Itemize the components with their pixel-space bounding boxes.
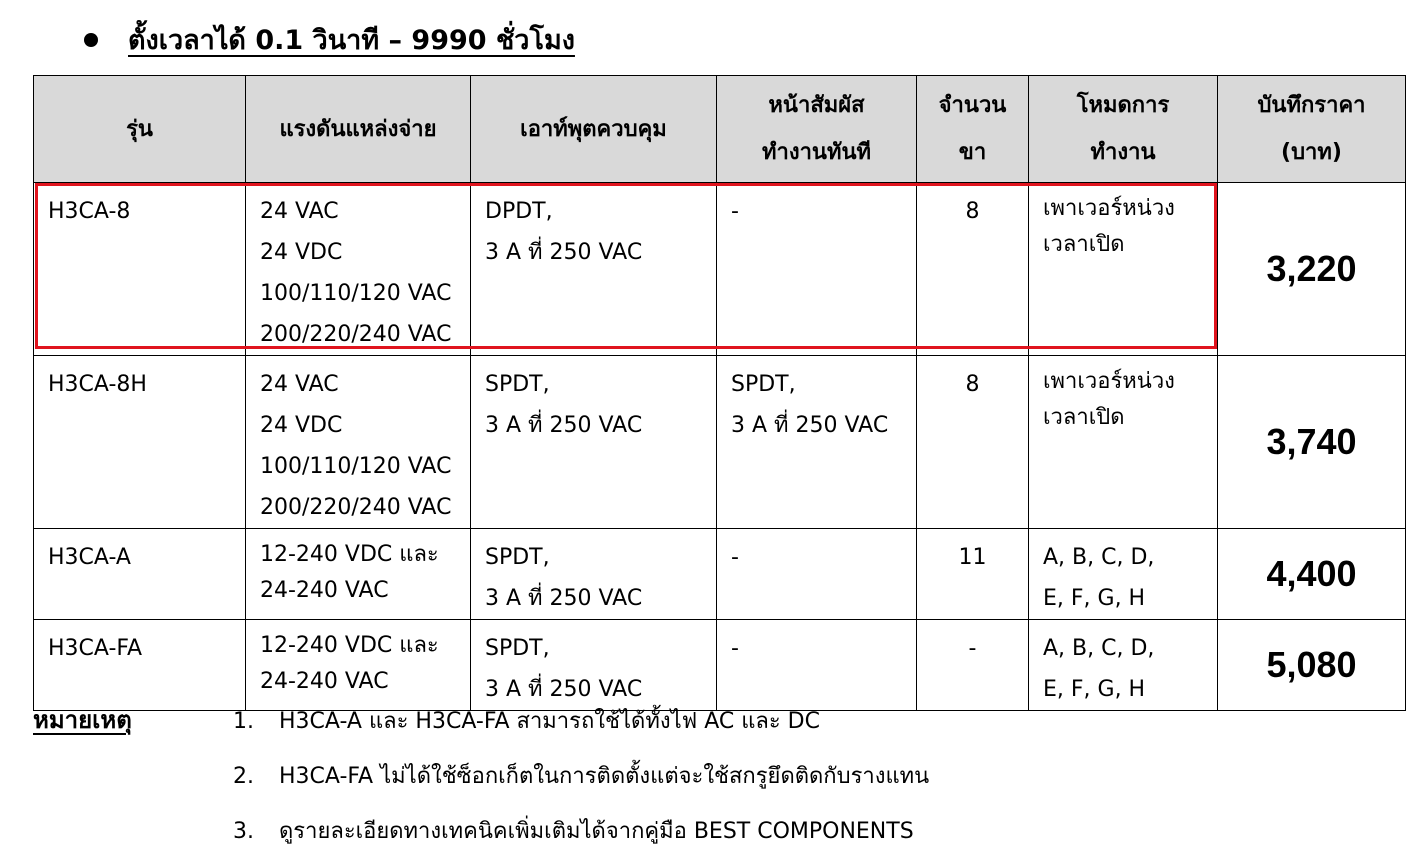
mode-cell: เพาเวอร์หน่วง เวลาเปิด [1029,356,1218,529]
note-item: 2. H3CA-FA ไม่ได้ใช้ซ็อกเก็ตในการติดตั้งแต่จะใช้สกรูยึดติดกับรางแทน [233,764,930,789]
pins-cell: - [917,620,1029,711]
table-row [34,620,1406,711]
output-cell: SPDT, 3 A ที่ 250 VAC [471,356,717,529]
table-header-row [34,76,1406,183]
pins-cell: 11 [917,529,1029,620]
note-item: 3. ดูรายละเอียดทางเทคนิคเพิ่มเติมได้จากคู่มือ BEST COMPONENTS [233,819,914,844]
price-table [33,75,1406,711]
voltage-cell: 24 VAC 24 VDC 100/110/120 VAC 200/220/240 VAC [246,356,471,529]
instant-cell: - [717,620,917,711]
mode-cell: A, B, C, D, E, F, G, H [1029,529,1218,620]
header-output: เอาท์พุตควบคุม [471,76,717,183]
heading-text: ตั้งเวลาได้ 0.1 วินาที – 9990 ชั่วโมง [128,25,575,56]
output-cell: SPDT, 3 A ที่ 250 VAC [471,529,717,620]
header-voltage: แรงดันแหล่งจ่าย [246,76,471,183]
section-heading [84,18,575,61]
header-instant-contact: หน้าสัมผัส ทำงานทันที [717,76,917,183]
pins-cell: 8 [917,356,1029,529]
price-cell: 4,400 [1218,529,1406,620]
header-mode: โหมดการ ทำงาน [1029,76,1218,183]
mode-cell: A, B, C, D, E, F, G, H [1029,620,1218,711]
model-cell: H3CA-FA [34,620,246,711]
price-cell: 3,220 [1218,183,1406,356]
model-cell: H3CA-8H [34,356,246,529]
instant-cell: - [717,183,917,356]
voltage-cell: 12-240 VDC และ 24-240 VAC [246,620,471,711]
price-table-wrapper [33,75,1406,711]
header-model: รุ่น [34,76,246,183]
table-row [34,183,1406,356]
output-cell: SPDT, 3 A ที่ 250 VAC [471,620,717,711]
model-cell: H3CA-A [34,529,246,620]
header-price: บันทึกราคา (บาท) [1218,76,1406,183]
header-pins: จำนวน ขา [917,76,1029,183]
mode-cell: เพาเวอร์หน่วง เวลาเปิด [1029,183,1218,356]
notes-title: หมายเหตุ [33,706,132,734]
voltage-cell: 24 VAC 24 VDC 100/110/120 VAC 200/220/240 VAC [246,183,471,356]
table-row [34,356,1406,529]
voltage-cell: 12-240 VDC และ 24-240 VAC [246,529,471,620]
model-cell: H3CA-8 [34,183,246,356]
price-cell: 5,080 [1218,620,1406,711]
price-cell: 3,740 [1218,356,1406,529]
note-item: 1. H3CA-A และ H3CA-FA สามารถใช้ได้ทั้งไฟ AC และ DC [233,709,820,734]
instant-cell: - [717,529,917,620]
instant-cell: SPDT, 3 A ที่ 250 VAC [717,356,917,529]
pins-cell: 8 [917,183,1029,356]
bullet-icon [84,33,98,47]
output-cell: DPDT, 3 A ที่ 250 VAC [471,183,717,356]
table-row [34,529,1406,620]
